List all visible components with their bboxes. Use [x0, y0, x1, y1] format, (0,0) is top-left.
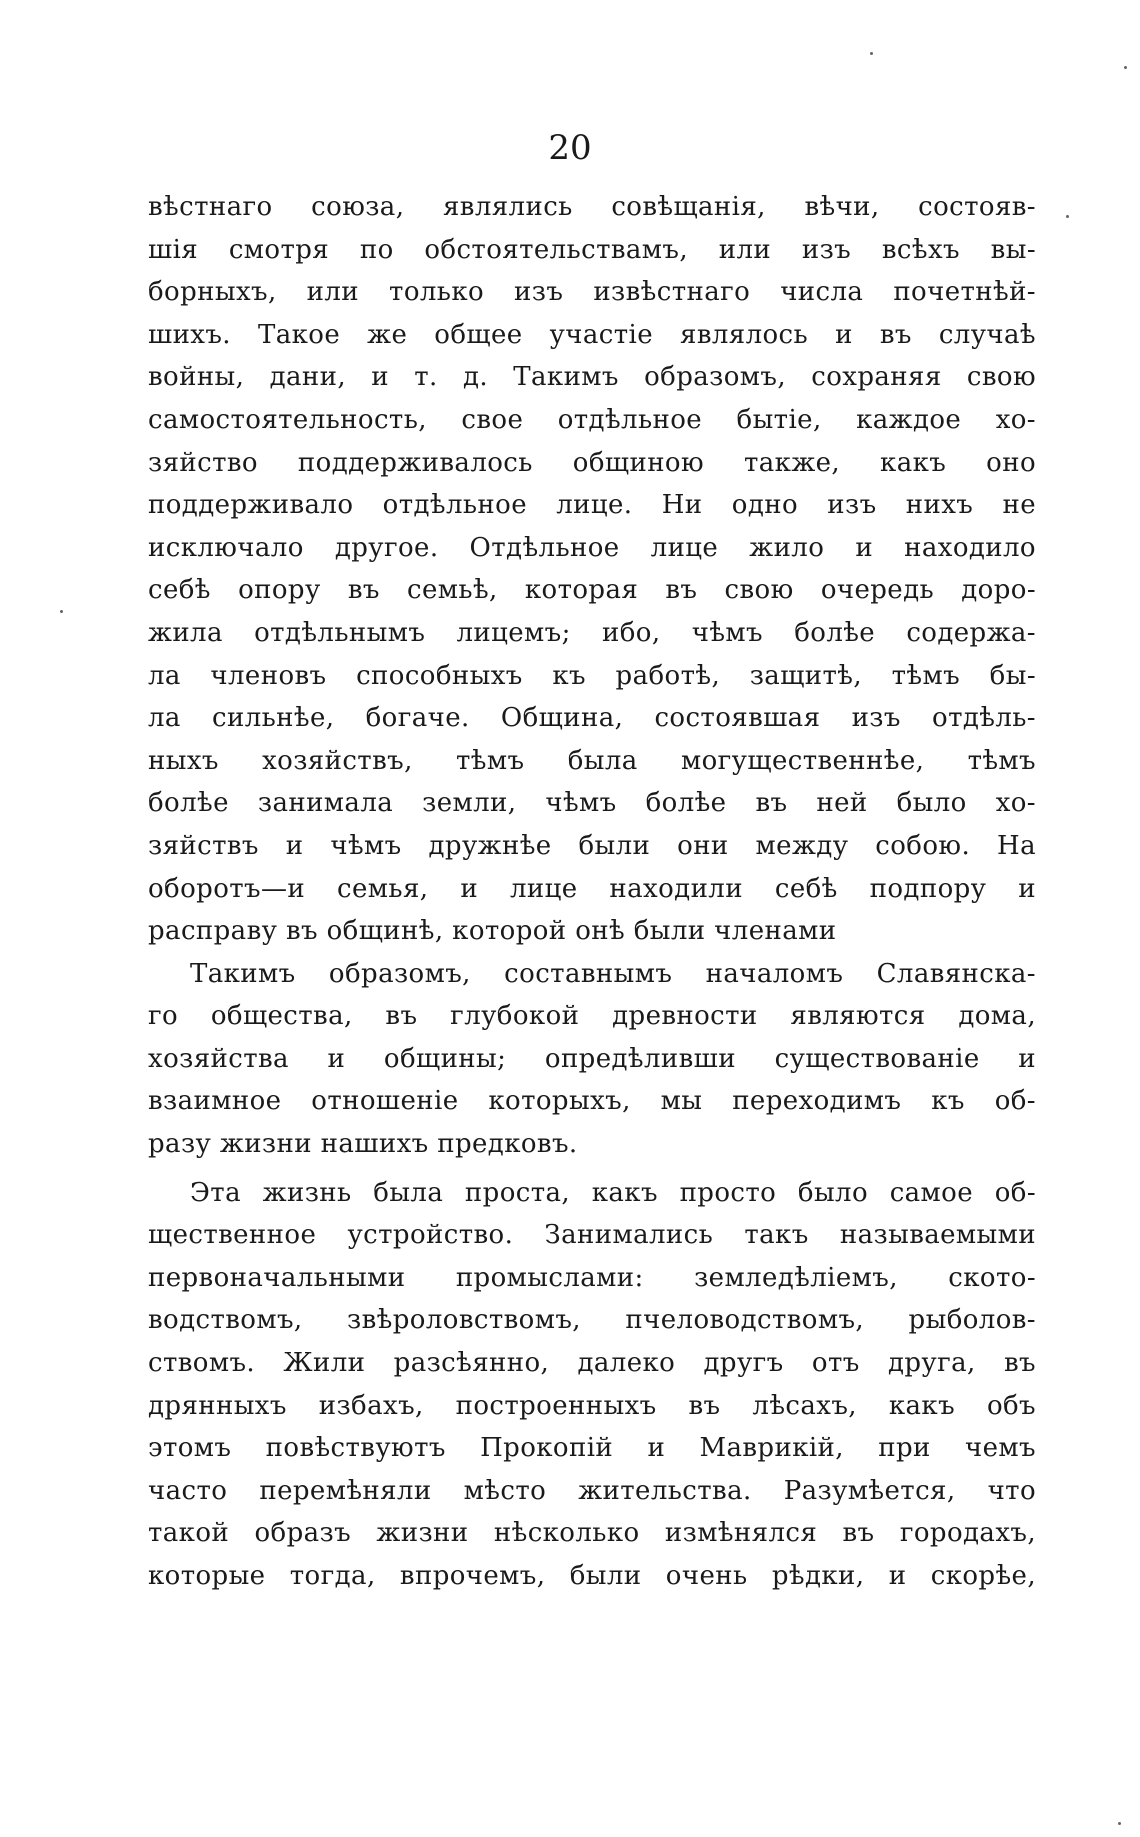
text-line: исключало другое. Отдѣльное лице жило и находило	[148, 532, 1036, 563]
text-line: которые тогда, впрочемъ, были очень рѣдки, и скорѣе,	[148, 1561, 1036, 1591]
body-text	[148, 186, 1036, 1598]
text-line: взаимное отношеніе которыхъ, мы переходимъ къ об-	[148, 1086, 1036, 1117]
text-line: зяйство поддерживалось общиною также, какъ оно	[148, 447, 1036, 478]
text-line: борныхъ, или только изъ извѣстнаго числа почетнѣй-	[148, 277, 1036, 308]
text-line: зяйствъ и чѣмъ дружнѣе были они между собою. На	[148, 830, 1036, 861]
text-line: первоначальными промыслами: земледѣліемъ, ското-	[148, 1262, 1036, 1293]
text-line: часто перемѣняли мѣсто жительства. Разумѣется, что	[148, 1475, 1036, 1506]
text-line: хозяйства и общины; опредѣливши существованіе и	[148, 1043, 1036, 1074]
text-line: поддерживало отдѣльное лице. Ни одно изъ нихъ не	[148, 490, 1036, 521]
text-line: себѣ опору въ семьѣ, которая въ свою очередь доро-	[148, 575, 1036, 606]
paragraph-start-line: Эта жизнь была проста, какъ просто было самое об-	[190, 1177, 1036, 1208]
scan-speck	[870, 52, 873, 55]
text-line: шихъ. Такое же общее участіе являлось и въ случаѣ	[148, 319, 1036, 350]
text-line: этомъ повѣствуютъ Прокопій и Маврикій, при чемъ	[148, 1433, 1036, 1464]
paragraph-start-line: Такимъ образомъ, составнымъ началомъ Славянска-	[190, 958, 1036, 989]
text-line: го общества, въ глубокой древности являются дома,	[148, 1001, 1036, 1032]
text-line: ныхъ хозяйствъ, тѣмъ была могущественнѣе, тѣмъ	[148, 745, 1036, 776]
text-line: оборотъ—и семья, и лице находили себѣ подпору и	[148, 873, 1036, 904]
text-line: разу жизни нашихъ предковъ.	[148, 1129, 578, 1160]
scan-speck	[60, 610, 63, 613]
text-line: водствомъ, звѣроловствомъ, пчеловодствомъ, рыболов-	[148, 1305, 1036, 1336]
text-line: ствомъ. Жили разсѣянно, далеко другъ отъ друга, въ	[148, 1348, 1036, 1379]
text-line: самостоятельность, свое отдѣльное бытіе, каждое хо-	[148, 404, 1036, 435]
scan-speck	[1118, 1822, 1121, 1825]
text-line: расправу въ общинѣ, которой онѣ были членами	[148, 916, 837, 947]
text-line: шія смотря по обстоятельствамъ, или изъ всѣхъ вы-	[148, 234, 1036, 265]
text-line: ла членовъ способныхъ къ работѣ, защитѣ, тѣмъ бы-	[148, 660, 1036, 691]
text-line: дрянныхъ избахъ, построенныхъ въ лѣсахъ, какъ объ	[148, 1390, 1036, 1421]
text-line: такой образъ жизни нѣсколько измѣнялся въ городахъ,	[148, 1518, 1036, 1549]
page-number: 20	[548, 128, 592, 168]
text-line: вѣстнаго союза, являлись совѣщанія, вѣчи, состояв-	[148, 192, 1036, 222]
text-line: щественное устройство. Занимались такъ называемыми	[148, 1220, 1036, 1251]
text-line: ла сильнѣе, богаче. Община, состоявшая изъ отдѣль-	[148, 703, 1036, 734]
text-line: жила отдѣльнымъ лицемъ; ибо, чѣмъ болѣе содержа-	[148, 617, 1036, 648]
scan-speck	[1066, 215, 1069, 218]
text-line: болѣе занимала земли, чѣмъ болѣе въ ней было хо-	[148, 788, 1036, 819]
text-line: войны, дани, и т. д. Такимъ образомъ, сохраняя свою	[148, 362, 1036, 393]
scan-speck	[1124, 66, 1127, 69]
